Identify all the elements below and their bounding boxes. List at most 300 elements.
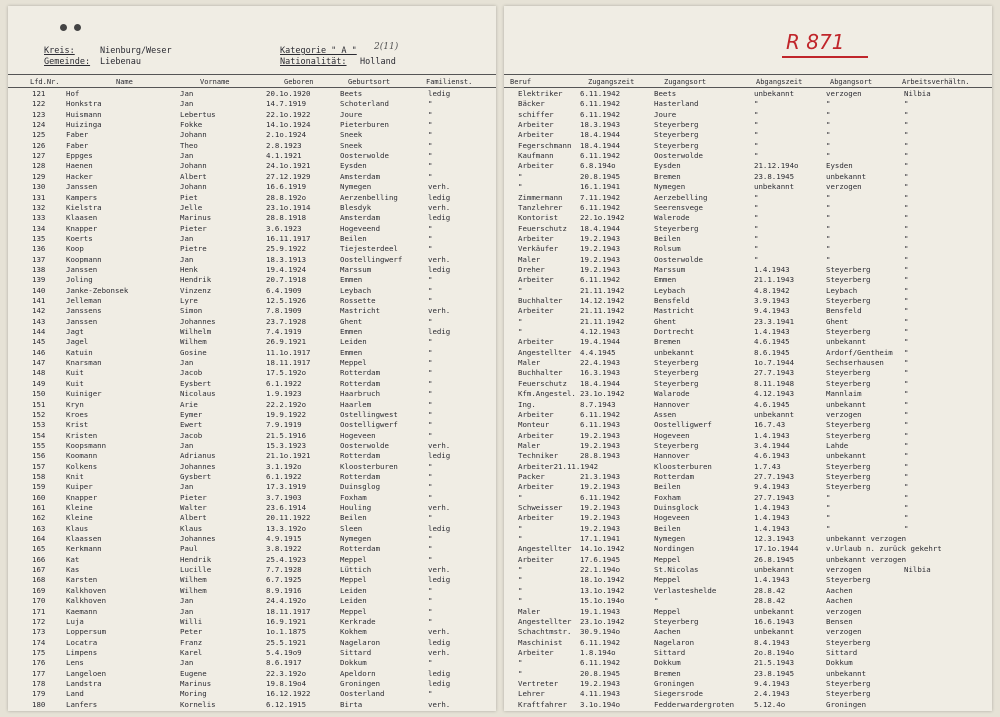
cell-beruf: Arbeiter <box>518 647 554 657</box>
cell-abgangszeit: 2.4.1943 <box>754 689 790 699</box>
cell-beruf: Schweisser <box>518 503 563 512</box>
cell-abgangsort: Steyerberg <box>826 275 871 285</box>
cell-name: Janke-Zebonsek <box>66 285 129 295</box>
cell-vorname: Johannes <box>180 316 216 326</box>
cell-zugangszeit: 28.8.1943 <box>580 451 621 461</box>
cell-geboren: 28.8.192o <box>266 192 307 202</box>
table-row <box>8 243 496 254</box>
cell-name: Locatra <box>66 637 98 647</box>
cell-lfd-nr: 170 <box>32 596 46 606</box>
cell-geburtsort: Nagelaron <box>340 637 381 647</box>
table-row <box>504 233 992 244</box>
cell-arbeitsverhaeltnis: " <box>904 171 909 181</box>
cell-vorname: Moring <box>180 689 207 699</box>
cell-name: Honkstra <box>66 99 102 109</box>
cell-zugangsort: Siegersrode <box>654 689 703 699</box>
cell-zugangsort: Nordingen <box>654 544 695 554</box>
cell-lfd-nr: 165 <box>32 544 46 554</box>
cell-geburtsort: Sneek <box>340 130 363 140</box>
cell-abgangszeit: unbekannt <box>754 627 795 637</box>
table-row <box>504 171 992 182</box>
cell-geboren: 19.8.19o4 <box>266 678 307 688</box>
cell-zugangszeit: 13.1o.1942 <box>580 585 625 595</box>
cell-vorname: Karel <box>180 647 203 657</box>
cell-zugangszeit: 6.11.1942 <box>580 658 621 668</box>
cell-abgangszeit: 1.4.1943 <box>754 503 790 512</box>
cell-beruf: Maler <box>518 254 541 264</box>
cell-vorname: Kornelis <box>180 699 216 709</box>
cell-familienstand: " <box>428 151 433 161</box>
cell-vorname: Johann <box>180 130 207 140</box>
cell-name: Haenen <box>66 161 93 171</box>
cell-lfd-nr: 164 <box>32 534 46 544</box>
cell-geboren: 3.1.192o <box>266 461 302 471</box>
table-row <box>504 254 992 265</box>
cell-zugangsort: Verlasteshelde <box>654 585 717 595</box>
cell-lfd-nr: 169 <box>32 585 46 595</box>
cell-vorname: Johann <box>180 161 207 171</box>
cell-zugangszeit: 20.8.1945 <box>580 171 621 181</box>
column-header: Beruf <box>510 78 532 86</box>
cell-abgangsort: Steyerberg <box>826 378 871 388</box>
cell-familienstand: " <box>428 120 433 130</box>
cell-geburtsort: Dokkum <box>340 658 367 668</box>
cell-geboren: 18.3.1913 <box>266 254 307 264</box>
cell-zugangsort: Meppel <box>654 606 681 616</box>
cell-geboren: 27.12.1929 <box>266 171 311 181</box>
cell-arbeitsverhaeltnis: " <box>904 451 909 461</box>
cell-beruf: Schachtmstr. <box>518 627 572 637</box>
table-row <box>8 88 496 99</box>
cell-geboren: 2.1o.1924 <box>266 130 307 140</box>
cell-arbeitsverhaeltnis: " <box>904 182 909 192</box>
cell-lfd-nr: 152 <box>32 409 46 419</box>
cell-zugangszeit: 22.1.194o <box>580 565 621 575</box>
cell-geboren: 1.9.1923 <box>266 389 302 399</box>
cell-arbeitsverhaeltnis: " <box>904 378 909 388</box>
cell-zugangsort: Assen <box>654 409 677 419</box>
cell-vorname: Marinus <box>180 678 212 688</box>
cell-abgangsort: Sechserhausen <box>826 358 884 368</box>
cell-abgangsort: " <box>826 503 831 512</box>
cell-geburtsort: Birta <box>340 699 363 709</box>
cell-name: Landstra <box>66 678 102 688</box>
table-row <box>504 523 992 534</box>
cell-name: Jagt <box>66 327 84 337</box>
cell-zugangsort: Fedderwardergroten <box>654 699 735 709</box>
cell-abgangszeit: 2o.8.194o <box>754 647 795 657</box>
table-row <box>504 440 992 451</box>
cell-geboren: 24.4.192o <box>266 596 307 606</box>
cell-vorname: Eymer <box>180 409 203 419</box>
cell-abgangszeit: " <box>754 213 759 223</box>
kreis-value: Nienburg/Weser <box>100 46 172 56</box>
cell-geburtsort: Rotterdam <box>340 378 381 388</box>
cell-geboren: 3.7.1903 <box>266 492 302 502</box>
cell-arbeitsverhaeltnis: " <box>904 337 909 347</box>
cell-beruf: Elektriker <box>518 89 563 98</box>
cell-lfd-nr: 161 <box>32 503 46 512</box>
cell-geboren: 2.8.1923 <box>266 140 302 150</box>
cell-geboren: 3.8.1922 <box>266 544 302 554</box>
cell-arbeitsverhaeltnis: " <box>904 140 909 150</box>
cell-familienstand: ledig <box>428 523 451 533</box>
cell-geburtsort: Meppel <box>340 358 367 368</box>
cell-familienstand: ledig <box>428 678 451 688</box>
cell-geburtsort: Ostellingwest <box>340 409 398 419</box>
cell-abgangszeit: " <box>754 151 759 161</box>
cell-beruf: schiffer <box>518 109 554 119</box>
cell-arbeitsverhaeltnis: " <box>904 213 909 223</box>
cell-lfd-nr: 147 <box>32 358 46 368</box>
table-row <box>8 543 496 554</box>
table-row <box>8 481 496 492</box>
cell-geburtsort: Amsterdam <box>340 213 381 223</box>
cell-geboren: 22.1o.1922 <box>266 109 311 119</box>
cell-zugangszeit: 14.1o.1942 <box>580 544 625 554</box>
table-row <box>8 492 496 503</box>
cell-familienstand: ledig <box>428 575 451 585</box>
cell-geboren: 16.12.1922 <box>266 689 311 699</box>
cell-zugangszeit: 19.2.1943 <box>580 678 621 688</box>
cell-abgangszeit: " <box>754 233 759 243</box>
cell-zugangsort: Aerzebelling <box>654 192 708 202</box>
cell-abgangsort: Aachen <box>826 596 853 606</box>
cell-abgangsort: unbekannt verzogen <box>826 534 907 544</box>
table-row <box>504 336 992 347</box>
cell-lfd-nr: 172 <box>32 616 46 626</box>
cell-vorname: Jan <box>180 89 194 98</box>
cell-familienstand: " <box>428 358 433 368</box>
cell-abgangszeit: 21.1.1943 <box>754 275 795 285</box>
cell-zugangsort: Seerensvege <box>654 202 703 212</box>
cell-abgangsort: Steyerberg <box>826 327 871 337</box>
cell-abgangsort: Steyerberg <box>826 461 871 471</box>
cell-familienstand: " <box>428 109 433 119</box>
cell-abgangszeit: unbekannt <box>754 409 795 419</box>
cell-geboren: 21.1o.1921 <box>266 451 311 461</box>
column-header: Lfd.Nr. <box>30 78 60 86</box>
cell-name: Eppges <box>66 151 93 161</box>
cell-geburtsort: Oosterland <box>340 689 385 699</box>
cell-zugangszeit: 15.1o.194o <box>580 596 625 606</box>
cell-name: Lens <box>66 658 84 668</box>
cell-vorname: Ewert <box>180 420 203 430</box>
cell-arbeitsverhaeltnis: " <box>904 296 909 305</box>
cell-abgangsort: " <box>826 99 831 109</box>
cell-zugangsort: Steyerberg <box>654 358 699 368</box>
table-row <box>504 481 992 492</box>
cell-geburtsort: Aerzenbelling <box>340 192 398 202</box>
table-row <box>8 160 496 171</box>
cell-abgangsort: Aachen <box>826 585 853 595</box>
cell-name: Kleine <box>66 503 93 512</box>
cell-geburtsort: Haarlem <box>340 399 372 409</box>
cell-geboren: 6.1.1922 <box>266 378 302 388</box>
cell-arbeitsverhaeltnis: " <box>904 161 909 171</box>
cell-abgangszeit: 27.7.1943 <box>754 471 795 481</box>
cell-vorname: Eysbert <box>180 378 212 388</box>
cell-beruf: Lehrer <box>518 689 545 699</box>
cell-familienstand: ledig <box>428 668 451 678</box>
cell-zugangszeit: 16.3.1943 <box>580 368 621 378</box>
cell-familienstand: " <box>428 492 433 502</box>
cell-familienstand: verh. <box>428 202 451 212</box>
cell-lfd-nr: 155 <box>32 440 46 450</box>
cell-lfd-nr: 121 <box>32 89 46 98</box>
cell-geburtsort: Meppel <box>340 554 367 564</box>
cell-zugangsort: St.Nicolas <box>654 565 699 575</box>
cell-vorname: Wilhem <box>180 337 207 347</box>
cell-arbeitsverhaeltnis: " <box>904 503 909 512</box>
cell-zugangszeit: 6.8.194o <box>580 161 616 171</box>
kategorie-pencil-mark: 2(11) <box>374 42 399 52</box>
cell-abgangszeit: unbekannt <box>754 565 795 575</box>
cell-vorname: Hendrik <box>180 554 212 564</box>
cell-arbeitsverhaeltnis: " <box>904 223 909 233</box>
nationalitaet-value: Holland <box>360 57 396 67</box>
cell-abgangsort: Steyerberg <box>826 420 871 430</box>
cell-zugangsort: Bremen <box>654 171 681 181</box>
cell-zugangsort: Walerode <box>654 213 690 223</box>
cell-geboren: 8.9.1916 <box>266 585 302 595</box>
cell-zugangsort: Nymegen <box>654 534 686 544</box>
cell-vorname: Hendrik <box>180 275 212 285</box>
cell-abgangsort: " <box>826 513 831 523</box>
cell-abgangszeit: 3.9.1943 <box>754 296 790 305</box>
cell-beruf: Arbeiter <box>518 430 554 440</box>
cell-beruf: Arbeiter <box>518 161 554 171</box>
cell-beruf: " <box>518 523 523 533</box>
cell-abgangszeit: 1.4.1943 <box>754 523 790 533</box>
cell-arbeitsverhaeltnis: " <box>904 275 909 285</box>
table-row <box>504 637 992 648</box>
cell-geburtsort: Leiden <box>340 337 367 347</box>
cell-name: Klaasen <box>66 213 98 223</box>
cell-geburtsort: Meppel <box>340 575 367 585</box>
cell-lfd-nr: 176 <box>32 658 46 668</box>
cell-vorname: Willi <box>180 616 203 626</box>
cell-arbeitsverhaeltnis: " <box>904 244 909 254</box>
cell-zugangszeit: 17.6.1945 <box>580 554 621 564</box>
cell-familienstand: " <box>428 316 433 326</box>
cell-arbeitsverhaeltnis: " <box>904 327 909 337</box>
table-row <box>504 274 992 285</box>
punch-hole <box>74 24 81 31</box>
cell-lfd-nr: 166 <box>32 554 46 564</box>
table-row <box>504 243 992 254</box>
cell-name: Kalkhoven <box>66 585 107 595</box>
table-row <box>8 430 496 441</box>
cell-beruf: Kfm.Angestel. <box>518 389 576 399</box>
table-row <box>504 471 992 482</box>
cell-vorname: Eugene <box>180 668 207 678</box>
cell-lfd-nr: 163 <box>32 523 46 533</box>
cell-geboren: 13.3.192o <box>266 523 307 533</box>
cell-arbeitsverhaeltnis: " <box>904 420 909 430</box>
cell-name: Janssens <box>66 306 102 316</box>
cell-geburtsort: Sneek <box>340 140 363 150</box>
cell-arbeitsverhaeltnis: " <box>904 461 909 471</box>
cell-vorname: Nicolaus <box>180 389 216 399</box>
table-row <box>8 657 496 668</box>
cell-arbeitsverhaeltnis: " <box>904 151 909 161</box>
cell-zugangszeit: 6.11.1942 <box>580 89 621 98</box>
cell-lfd-nr: 168 <box>32 575 46 585</box>
cell-zugangszeit: 18.4.1944 <box>580 140 621 150</box>
cell-abgangsort: Steyerberg <box>826 575 871 585</box>
cell-abgangsort: " <box>826 151 831 161</box>
table-row <box>8 616 496 627</box>
cell-abgangszeit: 5.12.4o <box>754 699 786 709</box>
cell-zugangszeit: 17.1.1941 <box>580 534 621 544</box>
table-row <box>8 626 496 637</box>
cell-name: Land <box>66 689 84 699</box>
cell-geboren: 17.5.192o <box>266 368 307 378</box>
cell-lfd-nr: 157 <box>32 461 46 471</box>
column-header: Abgangszeit <box>756 78 803 86</box>
cell-familienstand: " <box>428 337 433 347</box>
cell-name: Lanfers <box>66 699 98 709</box>
cell-name: Karsten <box>66 575 98 585</box>
table-row <box>504 326 992 337</box>
cell-familienstand: " <box>428 130 433 140</box>
cell-familienstand: " <box>428 285 433 295</box>
cell-abgangszeit: 1.4.1943 <box>754 264 790 274</box>
table-row <box>8 606 496 617</box>
table-row <box>8 595 496 606</box>
cell-geburtsort: Leybach <box>340 285 372 295</box>
cell-geboren: 11.1o.1917 <box>266 347 311 357</box>
table-row <box>8 647 496 658</box>
gemeinde-value: Liebenau <box>100 57 141 67</box>
cell-name: Faber <box>66 140 89 150</box>
cell-geboren: 4.9.1915 <box>266 534 302 544</box>
cell-zugangszeit: 30.9.194o <box>580 627 621 637</box>
cell-beruf: Arbeiter <box>518 554 554 564</box>
cell-lfd-nr: 146 <box>32 347 46 357</box>
cell-vorname: Peter <box>180 627 203 637</box>
table-row <box>8 450 496 461</box>
cell-lfd-nr: 178 <box>32 678 46 688</box>
cell-familienstand: " <box>428 296 433 305</box>
cell-vorname: Franz <box>180 637 203 647</box>
cell-lfd-nr: 171 <box>32 606 46 616</box>
cell-familienstand: " <box>428 689 433 699</box>
cell-zugangszeit: 7.11.1942 <box>580 192 621 202</box>
cell-abgangszeit: unbekannt <box>754 89 795 98</box>
cell-arbeitsverhaeltnis: " <box>904 202 909 212</box>
table-row <box>8 223 496 234</box>
cell-familienstand: " <box>428 596 433 606</box>
cell-geburtsort: Oosterwolde <box>340 151 389 161</box>
cell-familienstand: verh. <box>428 565 451 575</box>
cell-zugangszeit: 21.11.1942 <box>580 316 625 326</box>
cell-zugangszeit: 6.11.1942 <box>580 109 621 119</box>
table-row <box>8 585 496 596</box>
cell-geburtsort: Rotterdam <box>340 451 381 461</box>
cell-abgangszeit: 8.6.1945 <box>754 347 790 357</box>
cell-vorname: Jelle <box>180 202 203 212</box>
cell-name: Klaus <box>66 523 89 533</box>
cell-beruf: Maler <box>518 440 541 450</box>
cell-lfd-nr: 139 <box>32 275 46 285</box>
cell-beruf: Arbeiter <box>518 275 554 285</box>
cell-familienstand: ledig <box>428 89 451 98</box>
column-header: Name <box>116 78 133 86</box>
cell-geboren: 24.1o.1921 <box>266 161 311 171</box>
cell-familienstand: " <box>428 534 433 544</box>
cell-beruf: Kontorist <box>518 213 559 223</box>
cell-zugangsort: Steyerberg <box>654 130 699 140</box>
cell-beruf: Maler <box>518 358 541 368</box>
table-row <box>8 285 496 296</box>
cell-geboren: 28.8.1918 <box>266 213 307 223</box>
cell-zugangszeit: 4.12.1943 <box>580 327 621 337</box>
cell-abgangsort: verzogen <box>826 627 862 637</box>
cell-abgangsort: Bensfeld <box>826 306 862 316</box>
cell-vorname: Johann <box>180 182 207 192</box>
cell-name: Loppersum <box>66 627 107 637</box>
table-row <box>504 212 992 223</box>
table-row <box>504 109 992 120</box>
cell-abgangsort: unbekannt <box>826 451 867 461</box>
cell-geboren: 4.1.1921 <box>266 151 302 161</box>
cell-vorname: Johannes <box>180 534 216 544</box>
cell-zugangszeit: 6.11.1942 <box>580 275 621 285</box>
cell-beruf: " <box>518 327 523 337</box>
cell-beruf: " <box>518 668 523 678</box>
table-row <box>8 98 496 109</box>
cell-lfd-nr: 123 <box>32 109 46 119</box>
table-row <box>504 347 992 358</box>
cell-abgangszeit: " <box>754 223 759 233</box>
cell-zugangszeit: 19.1.1943 <box>580 606 621 616</box>
cell-geburtsort: Meppel <box>340 606 367 616</box>
cell-geboren: 6.7.1925 <box>266 575 302 585</box>
cell-vorname: Wilhem <box>180 585 207 595</box>
cell-name: Koerts <box>66 233 93 243</box>
cell-vorname: Pieter <box>180 492 207 502</box>
cell-vorname: Paul <box>180 544 198 554</box>
cell-abgangszeit: 1.4.1943 <box>754 513 790 523</box>
table-row <box>8 409 496 420</box>
table-row <box>504 399 992 410</box>
cell-geburtsort: Marssum <box>340 264 372 274</box>
cell-familienstand: " <box>428 606 433 616</box>
cell-zugangsort: Steyerberg <box>654 368 699 378</box>
header-rule <box>504 74 992 75</box>
cell-abgangsort: " <box>826 120 831 130</box>
cell-beruf: Arbeiter <box>518 306 554 316</box>
cell-familienstand: " <box>428 223 433 233</box>
cell-familienstand: " <box>428 430 433 440</box>
cell-abgangsort: unbekannt verzogen <box>826 554 907 564</box>
cell-vorname: Lyre <box>180 296 198 305</box>
cell-beruf: " <box>518 316 523 326</box>
cell-name: Kuiniger <box>66 389 102 399</box>
cell-lfd-nr: 127 <box>32 151 46 161</box>
cell-lfd-nr: 177 <box>32 668 46 678</box>
table-row <box>504 388 992 399</box>
cell-abgangsort: " <box>826 523 831 533</box>
cell-name: Kristen <box>66 430 98 440</box>
cell-abgangszeit: " <box>754 192 759 202</box>
cell-zugangszeit: 19.4.1944 <box>580 337 621 347</box>
cell-abgangszeit: 1.4.1943 <box>754 430 790 440</box>
table-row <box>504 419 992 430</box>
cell-name: Krist <box>66 420 89 430</box>
